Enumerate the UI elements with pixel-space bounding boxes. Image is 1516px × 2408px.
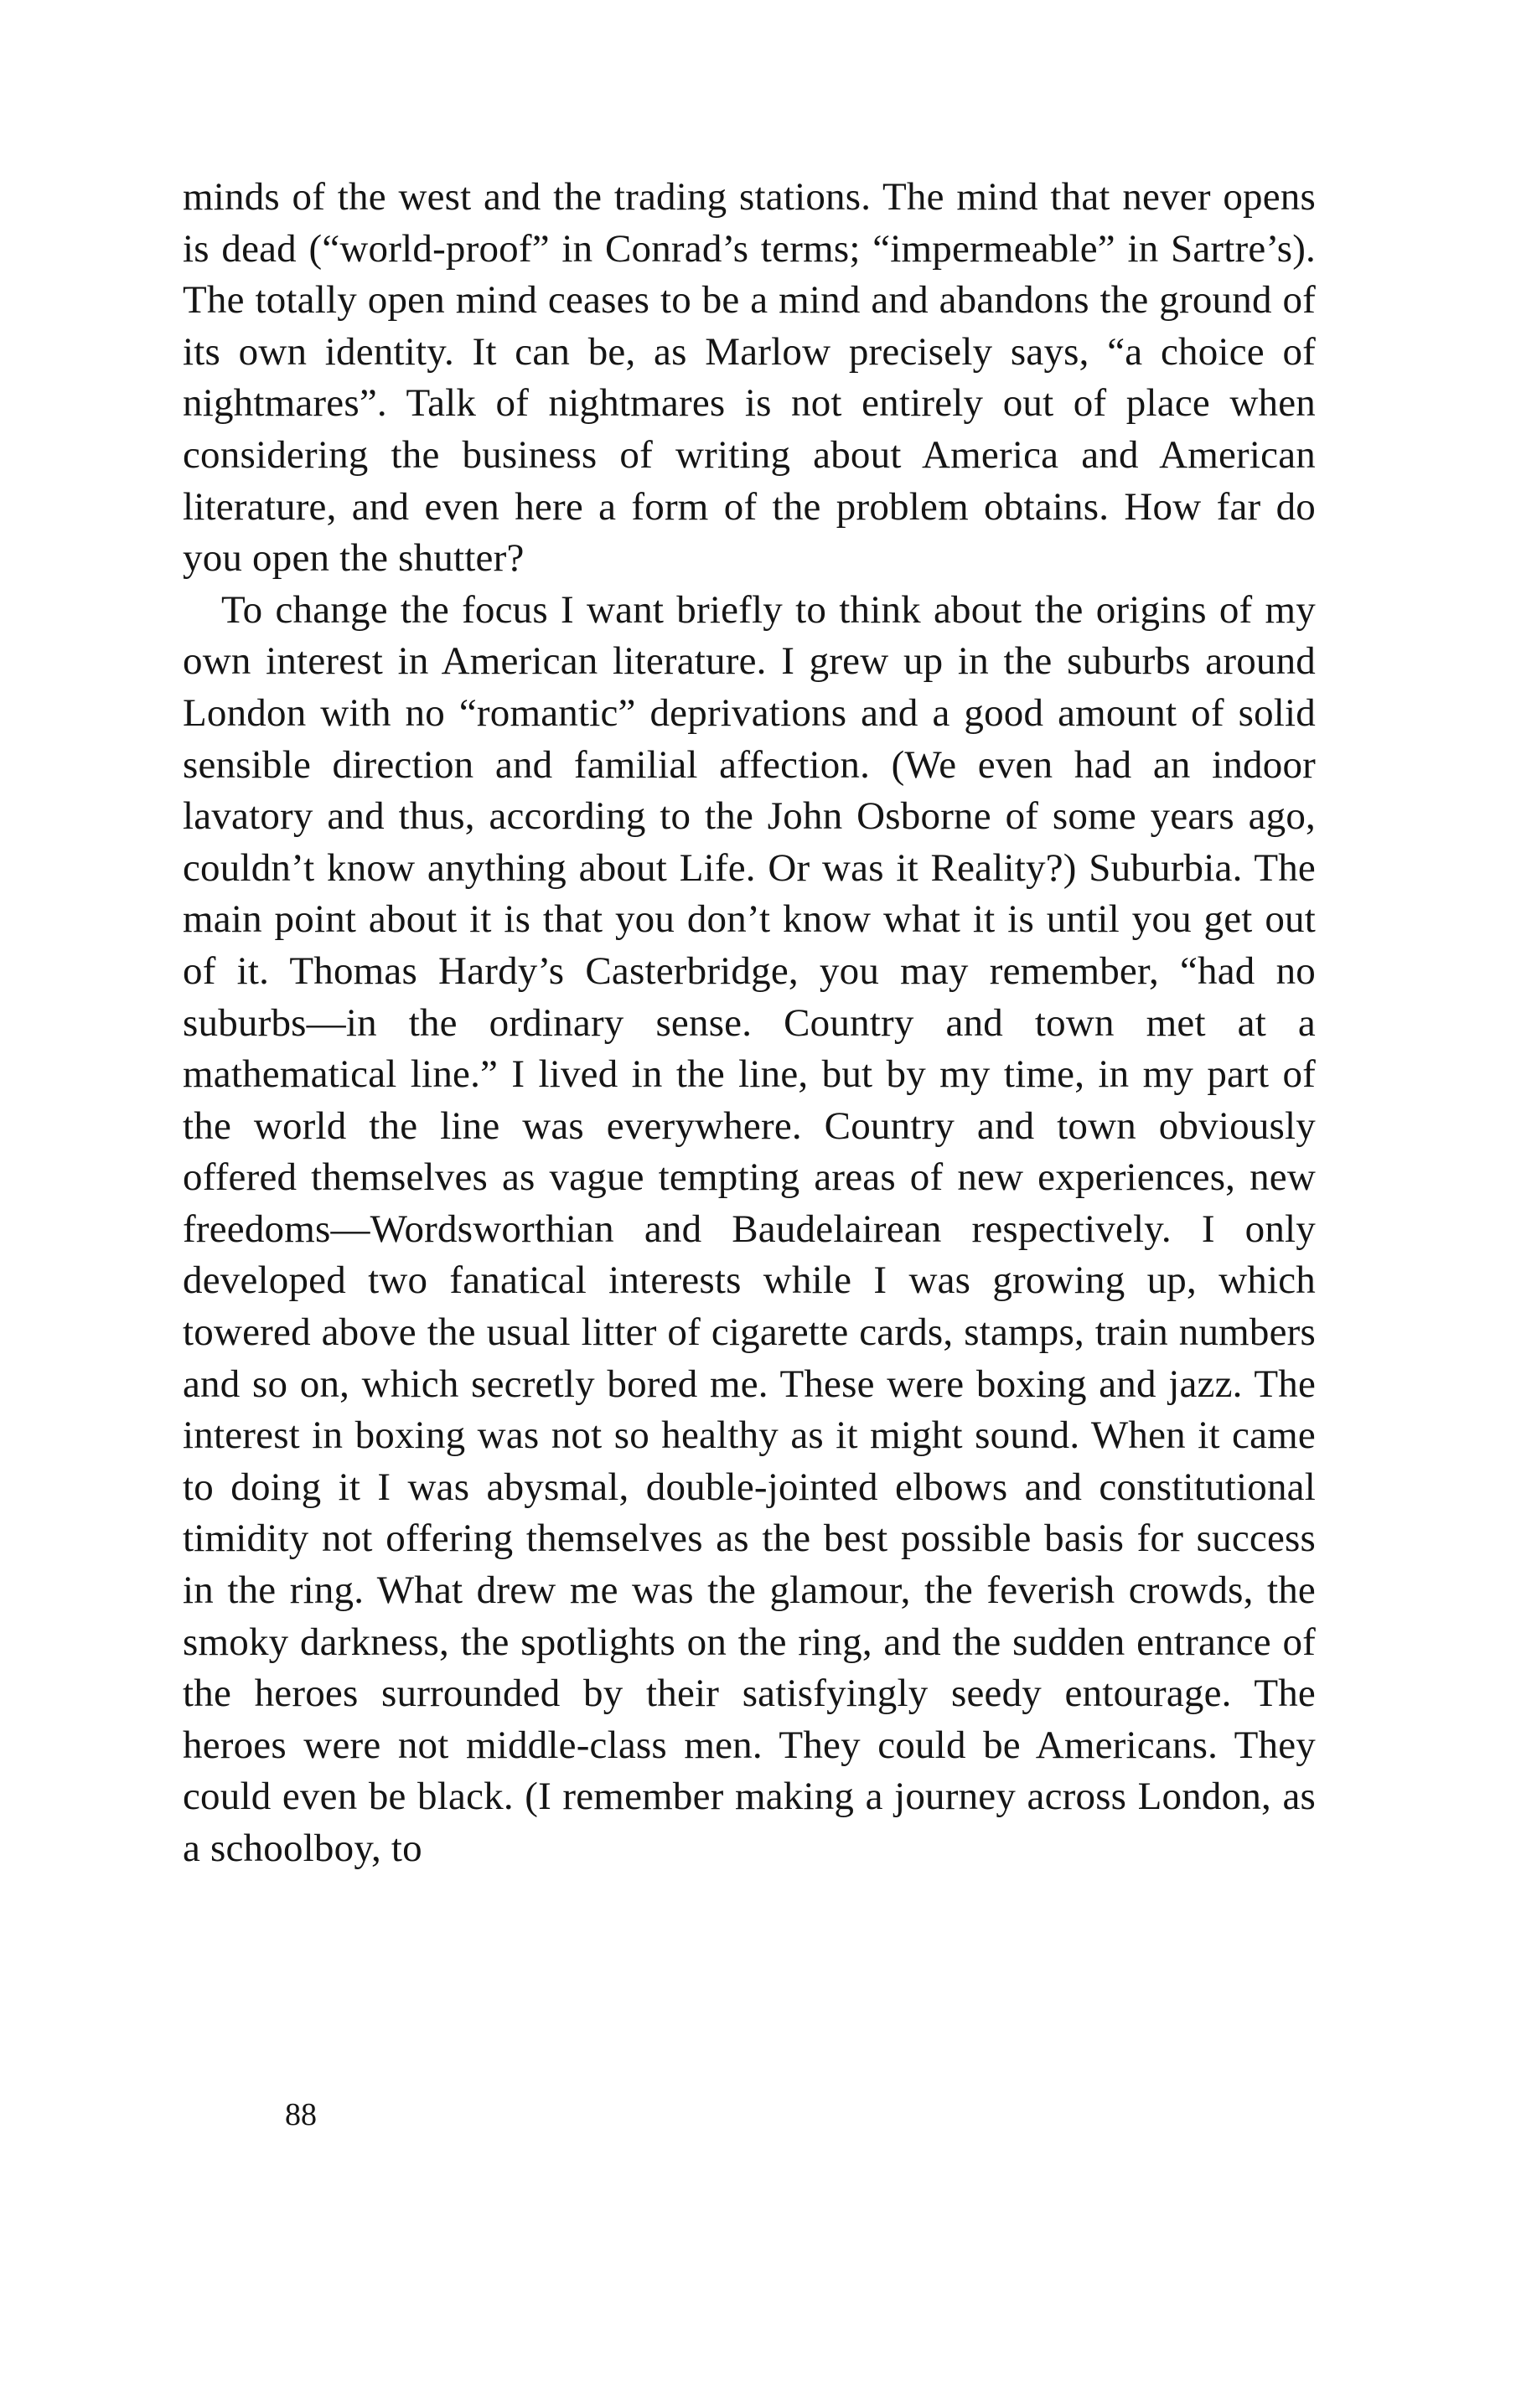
page-number: 88 [285,2097,317,2132]
body-text [183,172,1316,1875]
paragraph-suburbia: To change the focus I want briefly to think about the origins of my own interest in American literature. I grew up in the suburbs around London with no “romantic” deprivations and a good amount of solid sensible direction and familial affection. (We even had an indoor lavatory and thus, according to the John Osborne of some years ago, couldn’t know anything about Life. Or was it Reality?) Suburbia. The main point about it is that you don’t know what it is until you get out of it. Thomas Hardy’s Casterbridge, you may remember, “had no suburbs—in the ordinary sense. Country and town met at a mathematical line.” I lived in the line, but by my time, in my part of the world the line was everywhere. Country and town obviously offered themselves as vague tempting areas of new experiences, new freedoms—Wordsworthian and Baudelairean respectively. I only developed two fanatical interests while I was growing up, which towered above the usual litter of cigarette cards, stamps, train numbers and so on, which secretly bored me. These were boxing and jazz. The interest in boxing was not so healthy as it might sound. When it came to doing it I was abysmal, double-jointed elbows and constitutional timidity not offering themselves as the best possible basis for success in the ring. What drew me was the glamour, the feverish crowds, the smoky darkness, the spotlights on the ring, and the sudden entrance of the heroes surrounded by their satisfyingly seedy entourage. The heroes were not middle-class men. They could be Americans. They could even be black. (I remember making a journey across London, as a schoolboy, to [183,587,1316,1870]
paragraph-continuation: minds of the west and the trading stations. The mind that never opens is dead (“world-proof” in Conrad’s terms; “impermeable” in Sartre’s). The totally open mind ceases to be a mind and abandons the ground of its own identity. It can be, as Marlow precisely says, “a choice of nightmares”. Talk of nightmares is not entirely out of place when considering the business of writing about America and American literature, and even here a form of the problem obtains. How far do you open the shutter? [183,175,1316,581]
